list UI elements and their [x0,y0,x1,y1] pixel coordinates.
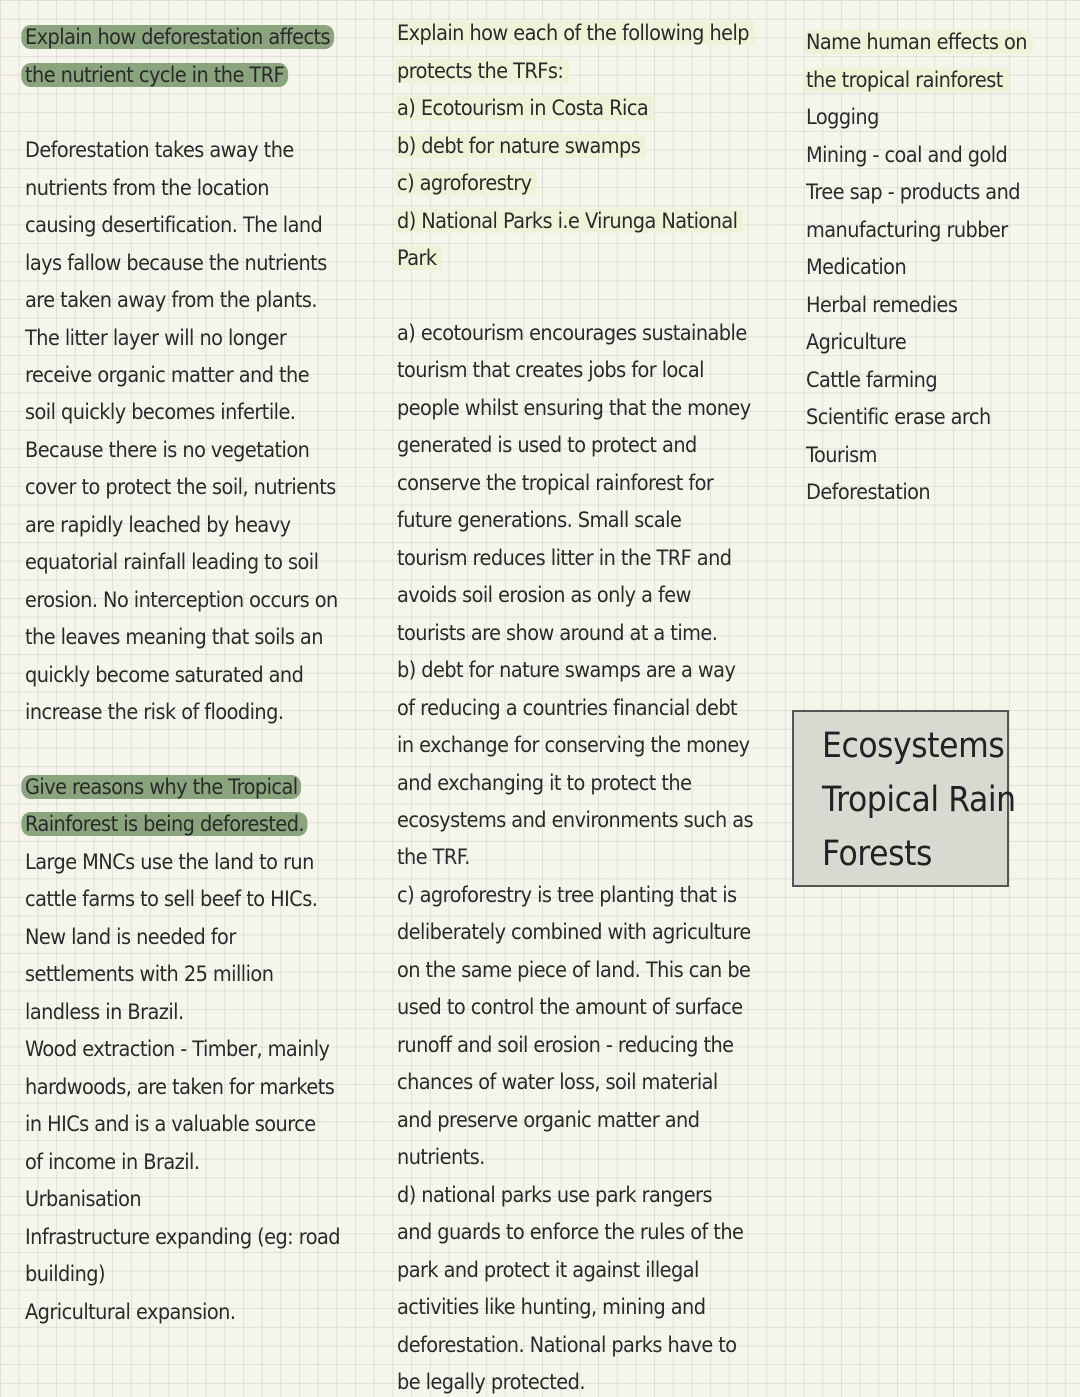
answer-line: avoids soil erosion as only a few [397,583,691,607]
answer-line: Wood extraction - Timber, mainly [25,1037,330,1061]
effect-item: manufacturing rubber [806,218,1008,242]
question-protection-line: d) National Parks i.e Virunga National [397,207,743,235]
effect-item: Deforestation [806,480,931,504]
answer-line: erosion. No interception occurs on [25,588,338,612]
answer-line: landless in Brazil. [25,1000,184,1024]
answer-line: tourists are show around at a time. [397,621,718,645]
effect-item: Tree sap - products and [806,180,1020,204]
answer-line: the TRF. [397,845,470,869]
answer-line: d) national parks use park rangers [397,1183,712,1207]
topic-title-card [792,710,1016,887]
effect-item: Medication [806,255,907,279]
question-deforestation-nutrient-cycle: the nutrient cycle in the TRF [25,61,288,89]
effect-item: Scientific erase arch [806,405,991,429]
answer-line: Infrastructure expanding (eg: road [25,1225,340,1249]
answer-line: settlements with 25 million [25,962,274,986]
answer-line: and preserve organic matter and [397,1108,700,1132]
answer-line: increase the risk of flooding. [25,700,284,724]
answer-line: nutrients from the location [25,176,270,200]
answer-line: cover to protect the soil, nutrients [25,475,336,499]
answer-line: activities like hunting, mining and [397,1295,706,1319]
title-line-ecosystems: Ecosystems [822,726,1005,766]
answer-line: on the same piece of land. This can be [397,958,751,982]
question-reasons-deforestation: Give reasons why the Tropical [25,773,301,801]
answer-line: hardwoods, are taken for markets [25,1075,335,1099]
answer-line: ecosystems and environments such as [397,808,754,832]
answer-line: in HICs and is a valuable source [25,1112,316,1136]
effect-item: Herbal remedies [806,293,958,317]
answer-line: runoff and soil erosion - reducing the [397,1033,734,1057]
answer-line: lays fallow because the nutrients [25,251,327,275]
answer-line: cattle farms to sell beef to HICs. [25,887,318,911]
answer-line: conserve the tropical rainforest for [397,471,714,495]
answer-line: chances of water loss, soil material [397,1070,718,1094]
answer-line: be legally protected. [397,1370,585,1394]
title-line-tropical-rain: Tropical Rain [822,780,1016,820]
answer-line: Deforestation takes away the [25,138,294,162]
effect-item: Agriculture [806,330,907,354]
answer-line: of reducing a countries financial debt [397,696,738,720]
answer-line: the leaves meaning that soils an [25,625,323,649]
question-human-effects: the tropical rainforest [806,66,1008,94]
title-line-forests: Forests [822,834,932,874]
answer-line: are rapidly leached by heavy [25,513,291,537]
answer-line: causing desertification. The land [25,213,323,237]
answer-line: used to control the amount of surface [397,995,743,1019]
question-protection-line: c) agroforestry [397,169,537,197]
answer-line: tourism that creates jobs for local [397,358,704,382]
answer-line: a) ecotourism encourages sustainable [397,321,747,345]
answer-line: of income in Brazil. [25,1150,200,1174]
question-protection-line: Explain how each of the following help [397,19,755,47]
answer-line: deliberately combined with agriculture [397,920,751,944]
effect-item: Tourism [806,443,877,467]
answer-line: park and protect it against illegal [397,1258,699,1282]
answer-line: people whilst ensuring that the money [397,396,751,420]
answer-line: are taken away from the plants. [25,288,317,312]
question-deforestation-nutrient-cycle: Explain how deforestation affects [25,23,334,51]
answer-line: Agricultural expansion. [25,1300,236,1324]
answer-line: The litter layer will no longer [25,326,287,350]
answer-line: generated is used to protect and [397,433,697,457]
effect-item: Logging [806,105,879,129]
answer-line: building) [25,1262,105,1286]
effect-item: Mining - coal and gold [806,143,1008,167]
question-protection-line: b) debt for nature swamps [397,132,646,160]
answer-line: c) agroforestry is tree planting that is [397,883,737,907]
answer-line: and exchanging it to protect the [397,771,692,795]
answer-line: deforestation. National parks have to [397,1333,737,1357]
answer-line: quickly become saturated and [25,663,304,687]
answer-line: New land is needed for [25,925,236,949]
question-reasons-deforestation: Rainforest is being deforested. [25,810,308,838]
answer-line: Large MNCs use the land to run [25,850,314,874]
answer-line: Urbanisation [25,1187,142,1211]
answer-line: nutrients. [397,1145,485,1169]
answer-line: tourism reduces litter in the TRF and [397,546,732,570]
answer-line: Because there is no vegetation [25,438,310,462]
answer-line: soil quickly becomes infertile. [25,400,296,424]
question-human-effects: Name human effects on [806,28,1032,56]
answer-line: and guards to enforce the rules of the [397,1220,744,1244]
effect-item: Cattle farming [806,368,938,392]
question-protection-line: Park [397,244,442,272]
answer-line: in exchange for conserving the money [397,733,750,757]
answer-line: b) debt for nature swamps are a way [397,658,736,682]
answer-line: receive organic matter and the [25,363,310,387]
answer-line: future generations. Small scale [397,508,682,532]
question-protection-line: protects the TRFs: [397,57,569,85]
question-protection-line: a) Ecotourism in Costa Rica [397,94,654,122]
answer-line: equatorial rainfall leading to soil [25,550,319,574]
